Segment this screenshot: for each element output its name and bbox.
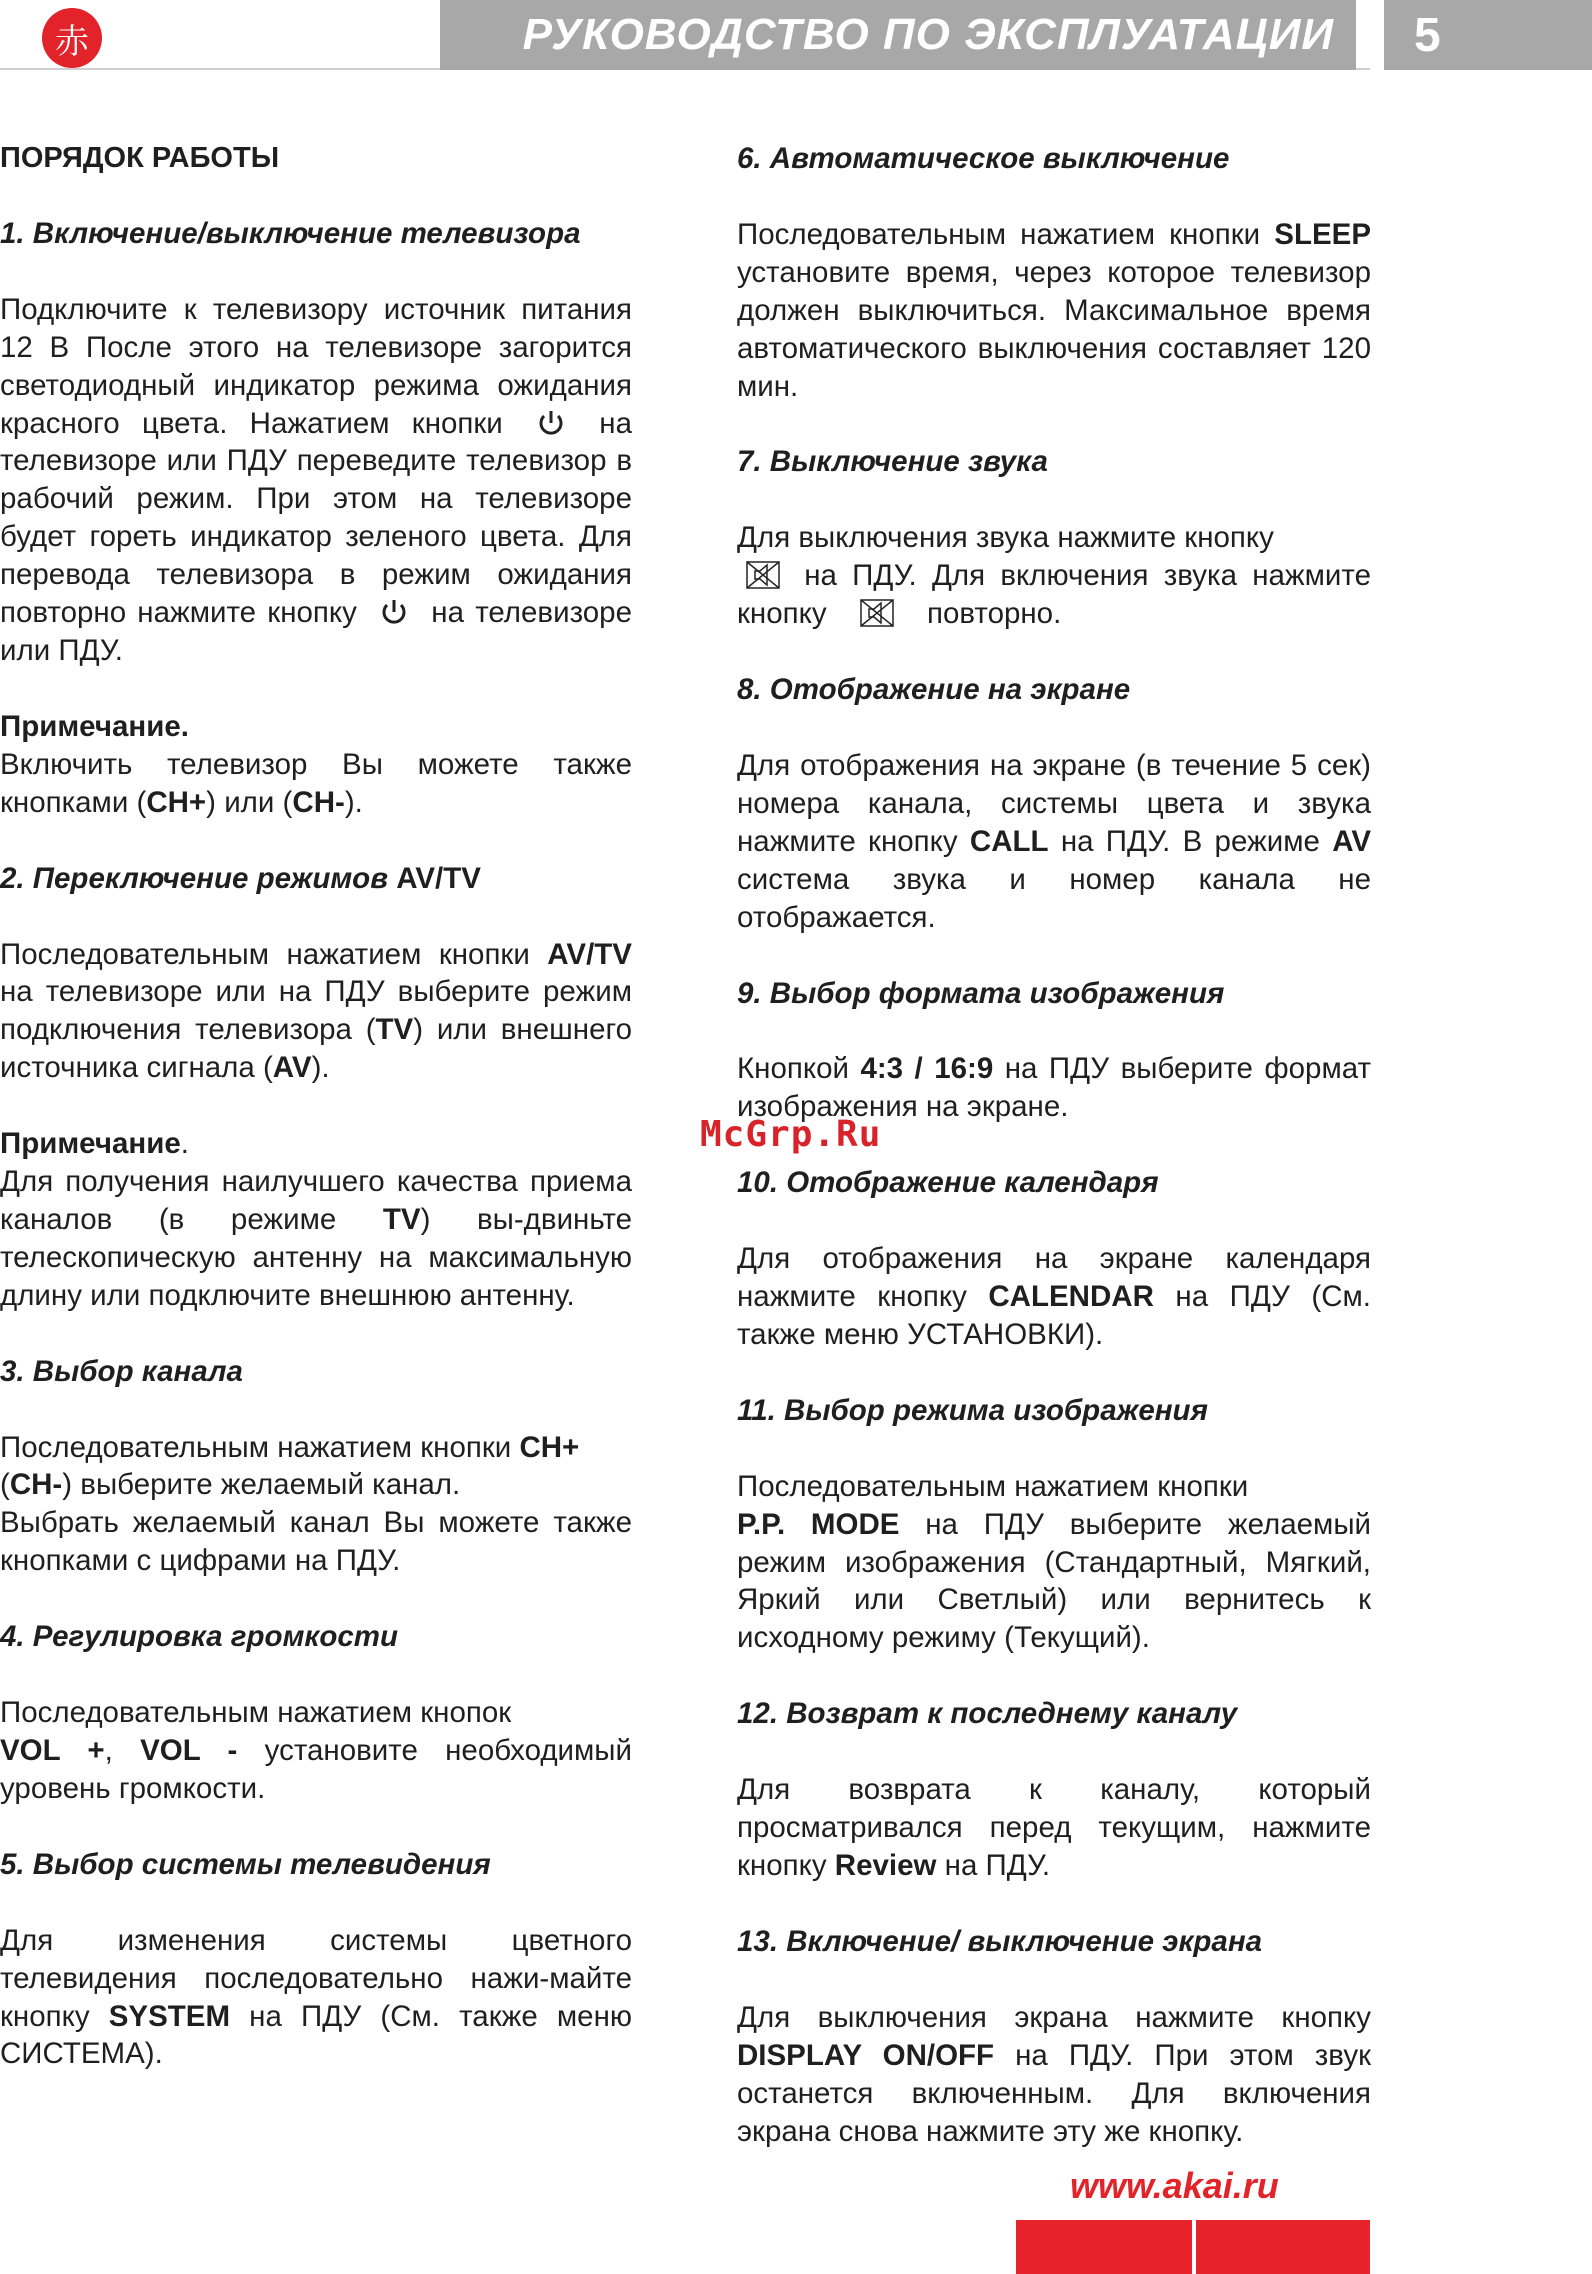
section-1-text: Подключите к телевизору источник питания 12 В После этого на телевизоре загорится светодиодный индикатор режима ожидания красного цвета. Нажатием кнопки на телевизоре или ПДУ переведите телевизор в рабочий режим. При этом на телевизоре будет гореть индикатор зеленого цвета. Для перевода телевизора в режим ожидания повторно нажмите кнопку на телевизоре или ПДУ.	[0, 292, 632, 667]
section-8-text: Для отображения на экране (в течение 5 сек) номера канала, системы цвета и звука нажмите кнопку CALL на ПДУ. В режиме AV система звука и номер канала не отображается.	[737, 748, 1372, 934]
section-12-text: Для возврата к каналу, который просматривался перед текущим, нажмите кнопку Review на ПДУ.	[737, 1773, 1371, 1882]
section-13-title: 13. Включение/ выключение экрана	[737, 1924, 1263, 1958]
header-title: РУКОВОДСТВО ПО ЭКСПЛУАТАЦИИ	[440, 0, 1356, 70]
footer-bar-left	[1016, 2220, 1192, 2274]
section-2-text: Последовательным нажатием кнопки AV/TV на телевизоре или на ПДУ выберите режим подключения телевизора (TV) или внешнего источника сигнала (AV).	[0, 937, 632, 1085]
section-10-text: Для отображения на экране календаря нажмите кнопку CALENDAR на ПДУ (См. также меню УСТАНОВКИ).	[737, 1242, 1371, 1351]
section-4-title: 4. Регулировка громкости	[0, 1620, 399, 1654]
section-heading: ПОРЯДОК РАБОТЫ	[0, 142, 280, 174]
section-11-text: Последовательным нажатием кнопки P.P. MODE на ПДУ выберите желаемый режим изображения (Стандартный, Мягкий, Яркий или Светлый) или вернитесь к исходному режиму (Текущий).	[737, 1469, 1372, 1655]
section-8-title: 8. Отображение на экране	[737, 673, 1131, 707]
section-11-title: 11. Выбор режима изображения	[737, 1393, 1208, 1427]
section-9-title: 9. Выбор формата изображения	[737, 976, 1225, 1010]
section-7-title: 7. Выключение звука	[737, 445, 1048, 479]
section-6-text: Последовательным нажатием кнопки SLEEP установите время, через которое телевизор должен выключиться. Максимальное время автоматического выключения составляет 120 мин.	[737, 217, 1371, 403]
section-1-note: Примечание. Включить телевизор Вы можете также кнопками (CH+) или (CH-).	[0, 709, 632, 819]
section-3-title: 3. Выбор канала	[0, 1354, 243, 1388]
section-12-title: 12. Возврат к последнему каналу	[737, 1697, 1238, 1731]
left-column	[0, 140, 632, 2073]
section-5-text: Для изменения системы цветного телевидения последовательно нажи-майте кнопку SYSTEM на ПДУ (См. также меню СИСТЕМА).	[0, 1923, 632, 2071]
website-link[interactable]: www.akai.ru	[1070, 2165, 1279, 2206]
section-2-title: 2. Переключение режимов AV/TV	[0, 861, 481, 895]
section-10-title: 10. Отображение календаря	[737, 1166, 1159, 1200]
power-icon	[374, 597, 414, 627]
power-icon	[531, 408, 571, 438]
section-9-text: Кнопкой 4:3 / 16:9 на ПДУ выберите формат изображения на экране.	[737, 1052, 1371, 1124]
section-7-text: Для выключения звука нажмите кнопку на ПДУ. Для включения звука нажмите кнопку повторно.	[737, 521, 1371, 631]
section-13-text: Для выключения экрана нажмите кнопку DISPLAY ON/OFF на ПДУ. При этом звук останется включенным. Для включения экрана снова нажмите эту же кнопку.	[737, 2000, 1371, 2148]
mute-icon	[857, 598, 897, 628]
brand-logo: 赤	[42, 8, 102, 68]
page-number: 5	[1384, 0, 1592, 70]
section-6-title: 6. Автоматическое выключение	[737, 142, 1230, 175]
section-1-title: 1. Включение/выключение телевизора	[0, 216, 581, 250]
section-3-text: Последовательным нажатием кнопки CH+ (CH-) выберите желаемый канал. Выбрать желаемый канал Вы можете также кнопками с цифрами на ПДУ.	[0, 1430, 632, 1578]
watermark: McGrp.Ru	[700, 1114, 882, 1155]
section-5-title: 5. Выбор системы телевидения	[0, 1847, 491, 1881]
footer-bar-right	[1196, 2220, 1370, 2274]
section-2-note: Примечание. Для получения наилучшего качества приема каналов (в режиме TV) вы-двиньте телескопическую антенну на максимальную длину или подключите внешнюю антенну.	[0, 1127, 632, 1312]
mute-icon	[743, 560, 783, 590]
section-4-text: Последовательным нажатием кнопок VOL +, VOL - установите необходимый уровень громкости.	[0, 1696, 632, 1805]
